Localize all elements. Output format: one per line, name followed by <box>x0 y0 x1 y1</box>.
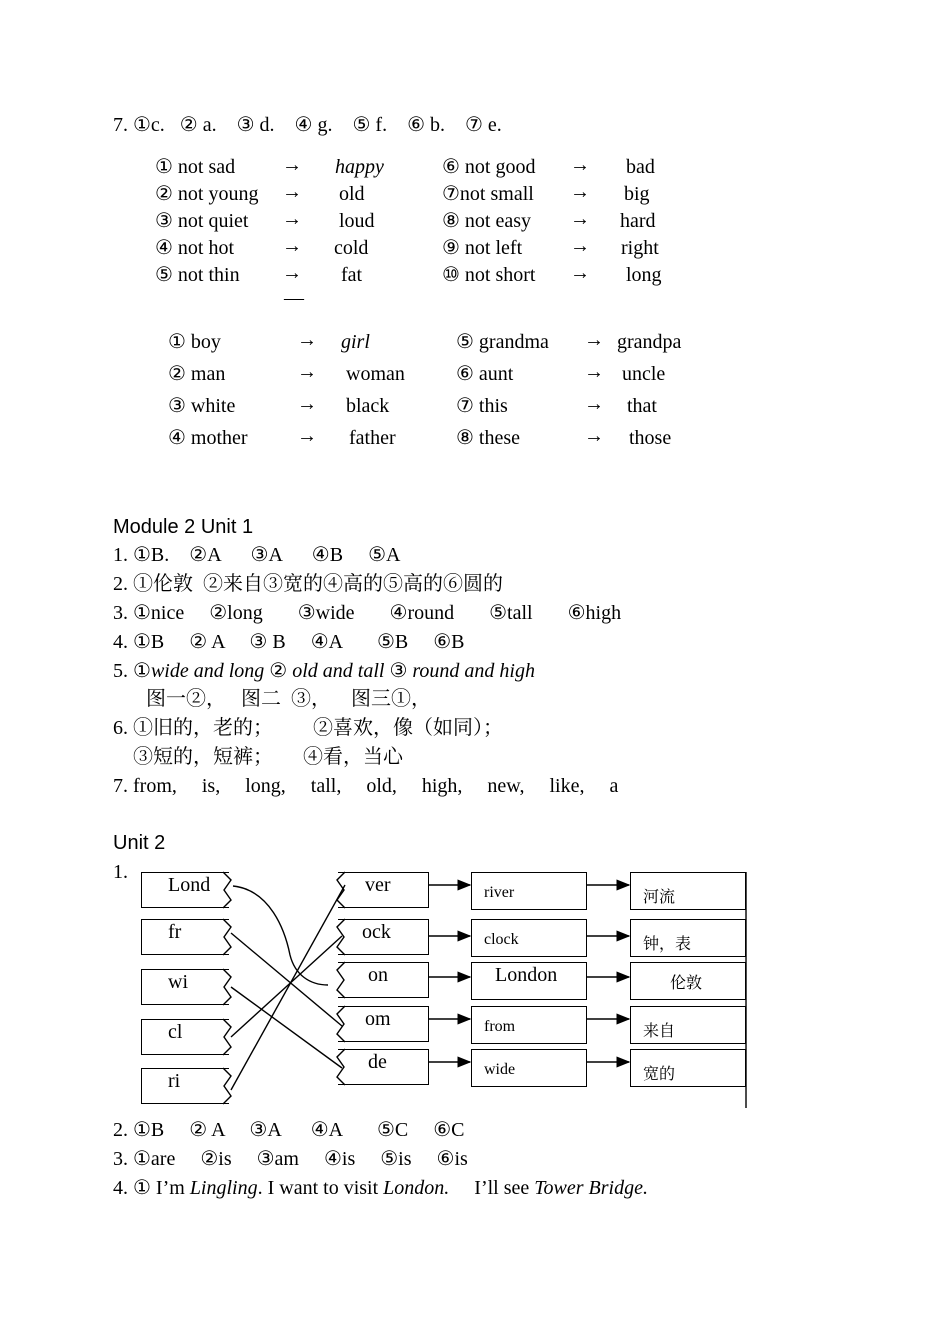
word-part: ock <box>362 921 391 943</box>
arrow: → <box>282 262 302 284</box>
opposite-right: black <box>346 395 390 417</box>
opposite-right: woman <box>346 363 405 385</box>
opposite-right: grandpa <box>617 331 682 353</box>
opposite-right: right <box>621 237 659 259</box>
opposite-right: father <box>349 427 396 449</box>
opposite-right: happy <box>335 156 384 178</box>
torn-edge <box>223 1068 231 1104</box>
opposite-right: loud <box>339 210 375 232</box>
arrow: → <box>570 154 590 176</box>
dash: — <box>284 287 304 309</box>
meaning: 伦敦 <box>670 975 703 992</box>
torn-edge <box>337 1006 345 1042</box>
word: wide <box>484 1061 516 1078</box>
opposite-right: uncle <box>622 363 666 385</box>
word: clock <box>484 931 519 948</box>
opposite-left: ③ white <box>168 395 236 417</box>
m2u1-answer-6-sub: ③短的，短裤； ④看，当心 <box>133 746 403 768</box>
opposite-left: ① not sad <box>155 156 236 178</box>
opposite-right: big <box>624 183 650 205</box>
unit2-heading: Unit 2 <box>113 832 166 854</box>
torn-edge <box>223 872 231 908</box>
torn-edge <box>223 969 231 1005</box>
u2-answer-3: 3. ①are ②is ③am ④is ⑤is ⑥is <box>113 1148 468 1170</box>
arrow: → <box>570 181 590 203</box>
u2-answer-2: 2. ①B ② A ③A ④A ⑤C ⑥C <box>113 1119 465 1141</box>
arrow: → <box>297 393 317 415</box>
word-part: wi <box>168 971 188 993</box>
opposite-left: ① boy <box>168 331 221 353</box>
arrow: → <box>584 425 604 447</box>
word: London <box>495 964 558 986</box>
torn-edge <box>337 962 345 998</box>
meaning: 来自 <box>643 1023 676 1040</box>
u2-q1-label: 1. <box>113 861 128 883</box>
opposite-left: ⑤ grandma <box>456 331 549 353</box>
word: from <box>484 1018 516 1035</box>
match-line <box>231 987 342 1068</box>
opposite-left: ④ not hot <box>155 237 235 259</box>
opposite-left: ⑦not small <box>442 183 534 205</box>
m2u1-answer-5-sub: 图一②， 图二 ③， 图三①， <box>146 688 431 710</box>
arrow: → <box>584 361 604 383</box>
word-part: cl <box>168 1021 183 1043</box>
m2u1-answer-2: 2. ①伦敦 ②来自③宽的④高的⑤高的⑥圆的 <box>113 573 503 595</box>
arrow: → <box>282 235 302 257</box>
opposite-right: that <box>627 395 657 417</box>
m2u1-answer-5: 5. ①wide and long ② old and tall ③ round and high <box>113 660 535 682</box>
opposite-right: girl <box>341 331 370 353</box>
opposite-left: ⑤ not thin <box>155 264 240 286</box>
opposite-left: ⑦ this <box>456 395 508 417</box>
arrow: → <box>570 208 590 230</box>
opposite-right: long <box>626 264 662 286</box>
meaning: 河流 <box>643 889 676 906</box>
match-line <box>231 933 342 1026</box>
word-part: ver <box>365 874 391 896</box>
opposite-right: old <box>339 183 365 205</box>
m2u1-answer-1: 1. ①B. ②A ③A ④B ⑤A <box>113 544 401 566</box>
opposite-right: those <box>629 427 672 449</box>
torn-edge <box>223 919 231 955</box>
opposite-left: ⑧ these <box>456 427 521 449</box>
word-part: de <box>368 1051 387 1073</box>
opposite-left: ⑩ not short <box>442 264 536 286</box>
m2u1-answer-6: 6. ①旧的，老的； ②喜欢，像（如同）； <box>113 717 503 739</box>
opposite-right: bad <box>626 156 655 178</box>
match-line <box>231 885 345 1090</box>
word-part: on <box>368 964 388 986</box>
opposite-left: ④ mother <box>168 427 248 449</box>
word-part: Lond <box>168 874 211 896</box>
opposite-left: ⑥ not good <box>442 156 536 178</box>
match-line <box>231 936 342 1037</box>
arrow: → <box>297 361 317 383</box>
arrow: → <box>584 393 604 415</box>
opposite-left: ② man <box>168 363 226 385</box>
arrow: → <box>282 208 302 230</box>
opposite-right: hard <box>620 210 656 232</box>
meaning: 钟，表 <box>643 936 692 953</box>
q7-answers: 7. ①c. ② a. ③ d. ④ g. ⑤ f. ⑥ b. ⑦ e. <box>113 114 502 136</box>
arrow: → <box>570 235 590 257</box>
arrow: → <box>297 425 317 447</box>
word-part: fr <box>168 921 182 943</box>
arrow: → <box>570 262 590 284</box>
m2u1-answer-7: 7. from, is, long, tall, old, high, new, like, a <box>113 775 619 797</box>
meaning: 宽的 <box>643 1066 676 1083</box>
arrow: → <box>282 154 302 176</box>
opposite-left: ③ not quiet <box>155 210 249 232</box>
u2-answer-4: 4. ① I’m Lingling. I want to visit London. I’ll see Tower Bridge. <box>113 1177 648 1199</box>
arrow: → <box>297 329 317 351</box>
m2u1-answer-4: 4. ①B ② A ③ B ④A ⑤B ⑥B <box>113 631 465 653</box>
opposite-left: ⑨ not left <box>442 237 523 259</box>
word-part: om <box>365 1008 391 1030</box>
opposite-right: fat <box>341 264 363 286</box>
module-heading: Module 2 Unit 1 <box>113 516 254 538</box>
word: river <box>484 884 515 901</box>
arrow: → <box>282 181 302 203</box>
opposite-left: ⑧ not easy <box>442 210 532 232</box>
opposite-right: cold <box>334 237 369 259</box>
opposite-left: ② not young <box>155 183 259 205</box>
torn-edge <box>337 872 345 908</box>
opposite-left: ⑥ aunt <box>456 363 514 385</box>
torn-edge <box>223 1019 231 1055</box>
match-line <box>233 886 328 985</box>
arrow: → <box>584 329 604 351</box>
word-part: ri <box>168 1070 181 1092</box>
m2u1-answer-3: 3. ①nice ②long ③wide ④round ⑤tall ⑥high <box>113 602 622 624</box>
